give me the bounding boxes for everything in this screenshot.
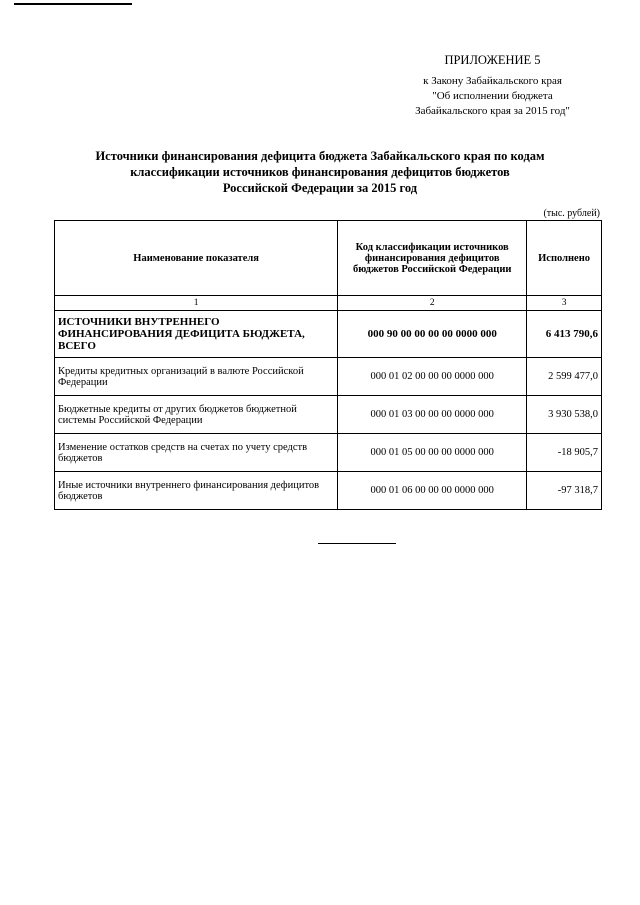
annex-line: Забайкальского края за 2015 год" [415, 105, 570, 117]
end-rule [318, 543, 396, 544]
row-name: Иные источники внутреннего финансирования дефицитов бюджетов [55, 472, 338, 510]
table-row [55, 472, 602, 510]
row-code: 000 01 03 00 00 00 0000 000 [338, 396, 527, 434]
row-value: 2 599 477,0 [527, 358, 602, 396]
financing-table [54, 220, 602, 510]
row-code: 000 01 05 00 00 00 0000 000 [338, 434, 527, 472]
top-rule [14, 3, 132, 5]
table-row-total [55, 311, 602, 358]
row-name: Бюджетные кредиты от других бюджетов бюджетной системы Российской Федерации [55, 396, 338, 434]
annex-title: ПРИЛОЖЕНИЕ 5 [444, 53, 541, 67]
row-value: -18 905,7 [527, 434, 602, 472]
annex-line: "Об исполнении бюджета [432, 90, 553, 102]
document-title [60, 148, 580, 196]
annex-line: к Закону Забайкальского края [423, 75, 562, 87]
table-row [55, 358, 602, 396]
column-number: 2 [338, 296, 527, 311]
table-row [55, 396, 602, 434]
row-value: -97 318,7 [527, 472, 602, 510]
row-code: 000 01 06 00 00 00 0000 000 [338, 472, 527, 510]
row-name: Изменение остатков средств на счетах по учету средств бюджетов [55, 434, 338, 472]
row-name: ИСТОЧНИКИ ВНУТРЕННЕГО ФИНАНСИРОВАНИЯ ДЕФИЦИТА БЮДЖЕТА, ВСЕГО [55, 311, 338, 358]
row-value: 3 930 538,0 [527, 396, 602, 434]
column-number: 1 [55, 296, 338, 311]
document-title-line: Источники финансирования дефицита бюджета Забайкальского края по кодам [95, 149, 545, 163]
row-code: 000 01 02 00 00 00 0000 000 [338, 358, 527, 396]
document-title-line: классификации источников финансирования дефицитов бюджетов [130, 165, 510, 179]
header-code: Код классификации источников финансирования дефицитов бюджетов Российской Федерации [338, 221, 527, 296]
column-number: 3 [527, 296, 602, 311]
document-title-line: Российской Федерации за 2015 год [222, 181, 418, 195]
header-name: Наименование показателя [55, 221, 338, 296]
row-name: Кредиты кредитных организаций в валюте Российской Федерации [55, 358, 338, 396]
header-executed: Исполнено [527, 221, 602, 296]
row-value: 6 413 790,6 [527, 311, 602, 358]
row-code: 000 90 00 00 00 00 0000 000 [338, 311, 527, 358]
units-label: (тыс. рублей) [543, 208, 600, 219]
table-header-row [55, 221, 602, 296]
annex-block [360, 53, 625, 119]
table-row [55, 434, 602, 472]
column-number-row [55, 296, 602, 311]
